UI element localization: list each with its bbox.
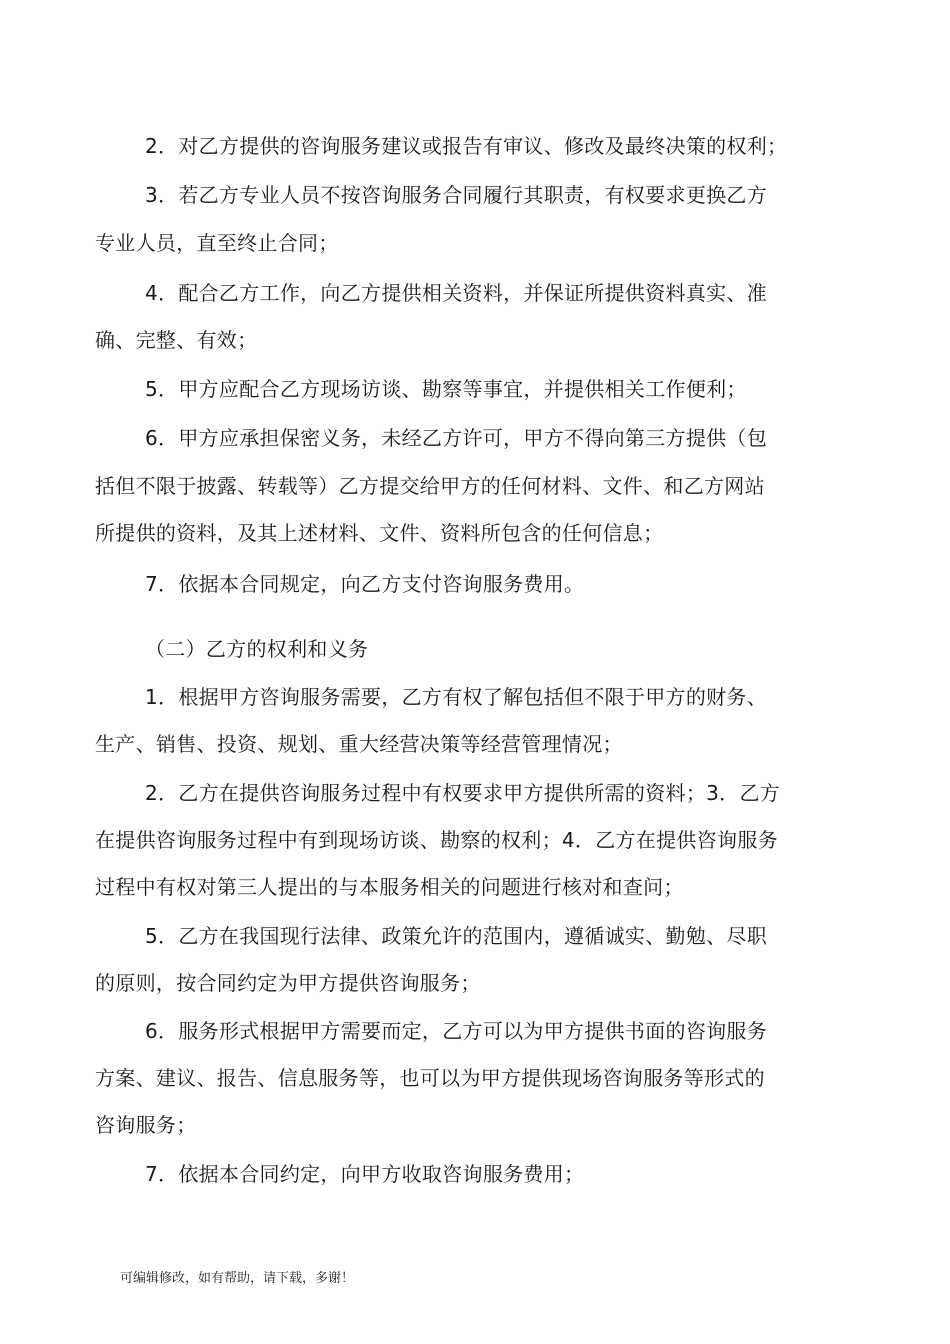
party-b-item-6-line-2: 方案、建议、报告、信息服务等，也可以为甲方提供现场咨询服务等形式的 [95,1066,765,1090]
party-a-item-6-line-2: 括但不限于披露、转载等）乙方提交给甲方的任何材料、文件、和乙方网站 [95,474,765,498]
section-heading-party-b: （二）乙方的权利和义务 [145,637,369,661]
party-a-item-3-line-2: 专业人员，直至终止合同； [95,231,339,255]
party-b-item-6-line-1: 6．服务形式根据甲方需要而定，乙方可以为甲方提供书面的咨询服务 [145,1019,768,1043]
party-a-item-2: 2．对乙方提供的咨询服务建议或报告有审议、修改及最终决策的权利； [145,134,788,158]
party-b-item-6-line-3: 咨询服务； [95,1113,197,1137]
party-b-item-5-line-1: 5．乙方在我国现行法律、政策允许的范围内，遵循诚实、勤勉、尽职 [145,924,768,948]
party-a-item-7: 7．依据本合同规定，向乙方支付咨询服务费用。 [145,572,585,596]
party-a-item-3-line-1: 3．若乙方专业人员不按咨询服务合同履行其职责，有权要求更换乙方 [145,183,768,207]
party-a-item-6-line-1: 6．甲方应承担保密义务，未经乙方许可，甲方不得向第三方提供（包 [145,426,768,450]
party-a-item-6-line-3: 所提供的资料，及其上述材料、文件、资料所包含的任何信息； [95,521,664,545]
party-a-item-4-line-2: 确、完整、有效； [95,328,258,352]
party-b-item-1-line-1: 1．根据甲方咨询服务需要，乙方有权了解包括但不限于甲方的财务、 [145,685,768,709]
party-b-item-2-line-3: 过程中有权对第三人提出的与本服务相关的问题进行核对和查问； [95,875,684,899]
party-b-item-2-line-2: 在提供咨询服务过程中有到现场访谈、勘察的权利；4．乙方在提供咨询服务 [95,828,778,852]
party-a-item-4-line-1: 4．配合乙方工作，向乙方提供相关资料，并保证所提供资料真实、准 [145,281,768,305]
party-a-item-5: 5．甲方应配合乙方现场访谈、勘察等事宜，并提供相关工作便利； [145,377,747,401]
party-b-item-5-line-2: 的原则，按合同约定为甲方提供咨询服务； [95,971,481,995]
footer-note: 可编辑修改，如有帮助，请下载，多谢！ [120,1271,355,1286]
party-b-item-2-line-1: 2．乙方在提供咨询服务过程中有权要求甲方提供所需的资料；3．乙方 [145,781,781,805]
party-b-item-7: 7．依据本合同约定，向甲方收取咨询服务费用； [145,1162,585,1186]
party-b-item-1-line-2: 生产、销售、投资、规划、重大经营决策等经营管理情况； [95,732,623,756]
